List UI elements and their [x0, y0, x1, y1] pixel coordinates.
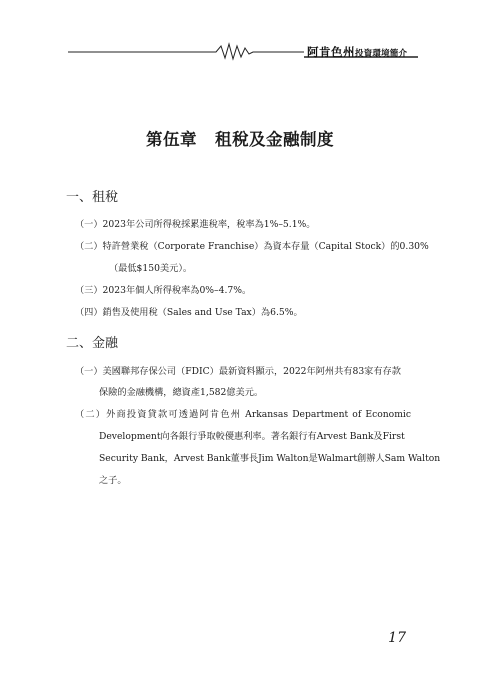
header-title-subtitle: 投資環境簡介 — [355, 49, 408, 59]
header-title-state: 阿肯色州 — [307, 45, 355, 59]
tax-item-4: （四）銷售及使用稅（Sales and Use Tax）為6.5%。 — [75, 307, 303, 318]
finance-item-2-cont-1: Development向各銀行爭取較優惠利率。著名銀行有Arvest Bank及First — [99, 431, 405, 442]
finance-item-1-cont: 保險的金融機構，總資產1,582億美元。 — [99, 387, 264, 398]
tax-item-2: （二）特許營業稅（Corporate Franchise）為資本存量（Capital Stock）的0.30% — [75, 241, 429, 252]
header-title — [307, 41, 407, 60]
chapter-number: 第伍章 — [146, 130, 197, 149]
chapter-name: 租稅及金融制度 — [215, 130, 334, 149]
tax-item-2-cont: （最低$150美元）。 — [109, 263, 193, 274]
finance-item-2: （二）外商投資貸款可透過阿肯色州 Arkansas Department of Economic — [75, 409, 411, 420]
page-number: 17 — [388, 630, 406, 646]
finance-item-2-cont-2: Security Bank，Arvest Bank董事長Jim Walton是Walmart創辦人Sam Walton — [99, 453, 441, 464]
finance-item-1: （一）美國聯邦存保公司（FDIC）最新資料顯示，2022年阿州共有83家有存款 — [75, 366, 401, 377]
section-heading-finance: 二、金融 — [66, 336, 119, 351]
section-heading-tax: 一、租稅 — [66, 190, 119, 205]
chapter-title — [0, 126, 480, 150]
tax-item-1: （一）2023年公司所得稅採累進稅率，稅率為1%–5.1%。 — [75, 219, 316, 230]
finance-item-2-cont-3: 之子。 — [99, 475, 127, 486]
tax-item-3: （三）2023年個人所得稅率為0%–4.7%。 — [75, 285, 252, 296]
